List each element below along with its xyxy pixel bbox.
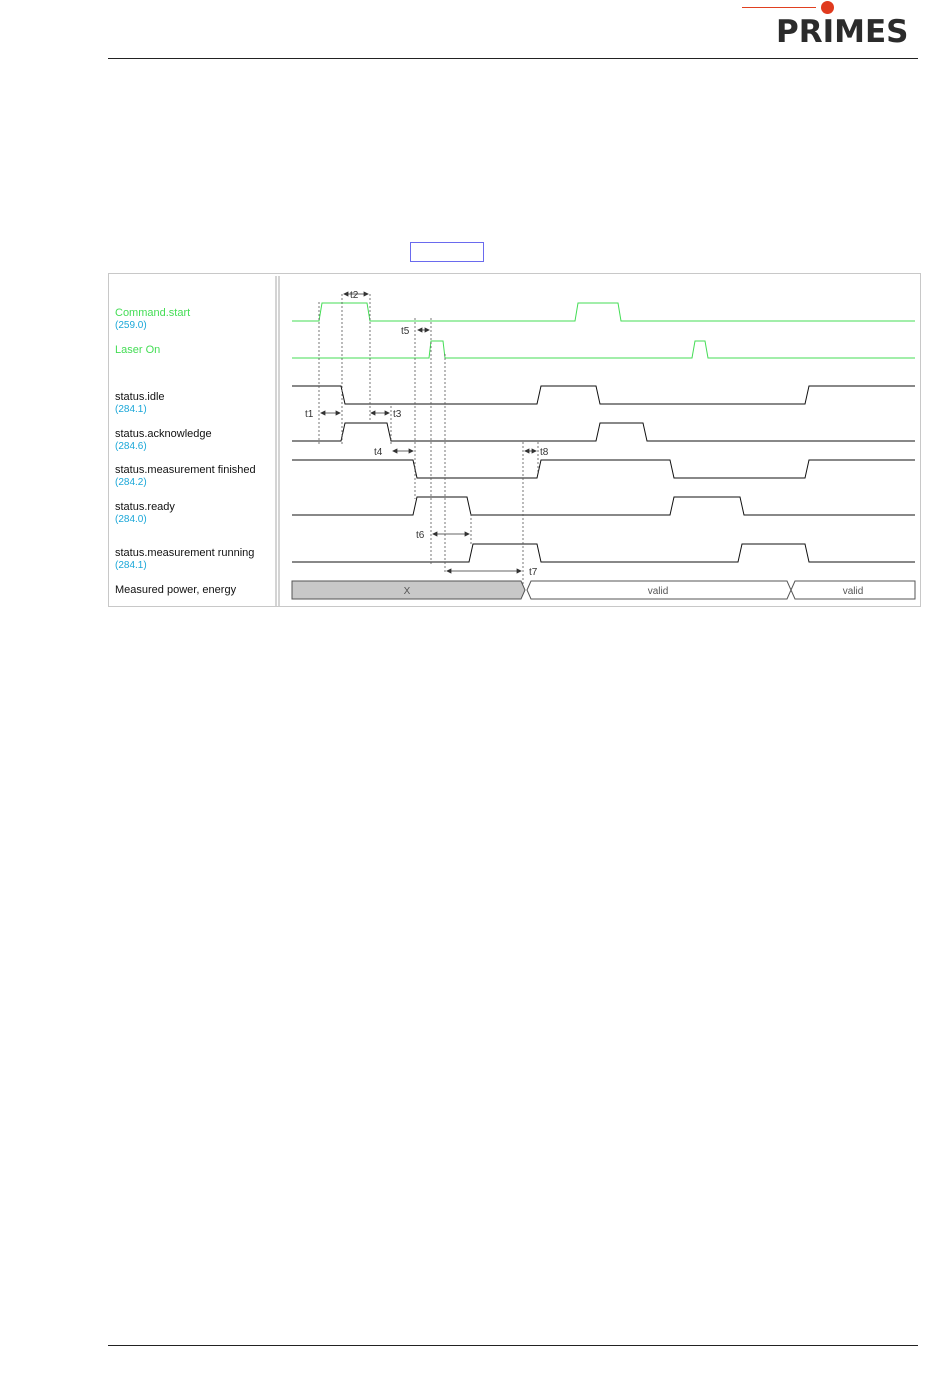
- signal-name-laser-on: Laser On: [115, 344, 161, 356]
- signal-name-status-acknowledge: status.acknowledge: [115, 428, 212, 440]
- waveform-laser-on: [292, 341, 915, 358]
- signal-name-status-measurement-running: status.measurement running: [115, 547, 255, 559]
- header-rule: [108, 58, 918, 59]
- timing-label-t3: t3: [393, 409, 402, 420]
- timing-label-t7: t7: [529, 567, 538, 578]
- primes-logo: [740, 0, 920, 50]
- signal-name-status-idle: status.idle: [115, 391, 165, 403]
- waveform-status-idle: [292, 386, 915, 404]
- signal-id-status-measurement-running: (284.1): [115, 560, 147, 571]
- bus-label-valid-1: valid: [647, 586, 669, 597]
- dashed-guides: [319, 294, 538, 584]
- timing-label-t1: t1: [305, 409, 314, 420]
- timing-label-t2: t2: [350, 290, 359, 301]
- timing-diagram-svg: [109, 274, 922, 608]
- signal-name-command-start: Command.start: [115, 307, 191, 319]
- bus-label-valid-2: valid: [842, 586, 864, 597]
- signal-id-status-acknowledge: (284.6): [115, 441, 147, 452]
- waveform-command-start: [292, 303, 915, 321]
- signal-name-measured-power-energy: Measured power, energy: [115, 584, 237, 596]
- signal-id-status-idle: (284.1): [115, 404, 147, 415]
- footer-rule: [108, 1345, 918, 1346]
- timing-label-t8: t8: [540, 447, 549, 458]
- timing-diagram: [108, 273, 921, 607]
- waveform-status-measurement-running: [292, 544, 915, 562]
- signal-name-status-ready: status.ready: [115, 501, 175, 513]
- signal-id-command-start: (259.0): [115, 320, 147, 331]
- timing-label-t5: t5: [401, 326, 410, 337]
- timing-arrows: [321, 292, 536, 573]
- waveform-status-measurement-finished: [292, 460, 915, 478]
- signal-id-status-ready: (284.0): [115, 514, 147, 525]
- waveform-status-acknowledge: [292, 423, 915, 441]
- waveform-status-ready: [292, 497, 915, 515]
- signal-name-status-measurement-finished: status.measurement finished: [115, 464, 256, 476]
- logo-wordmark: PRIMES: [776, 14, 909, 50]
- timing-label-t6: t6: [416, 530, 425, 541]
- logo-red-line: [742, 7, 816, 8]
- signal-id-status-measurement-finished: (284.2): [115, 477, 147, 488]
- reference-highlight-box: [410, 242, 484, 262]
- bus-label-x: X: [403, 586, 411, 597]
- logo-red-dot: [821, 1, 834, 14]
- timing-label-t4: t4: [374, 447, 383, 458]
